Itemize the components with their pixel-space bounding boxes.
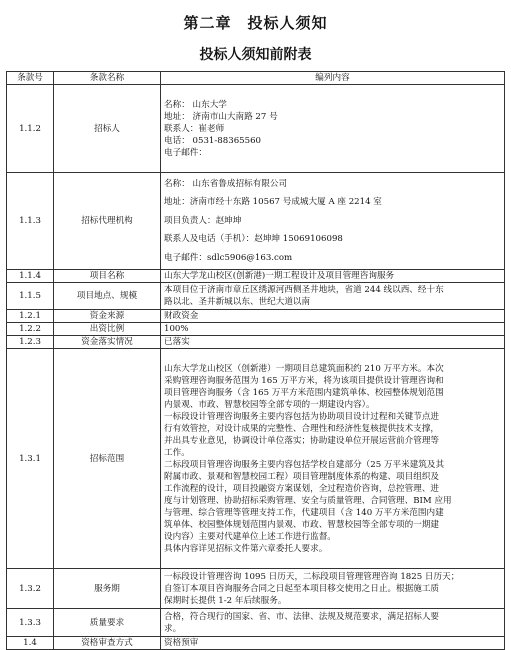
clause-content xyxy=(161,270,505,283)
content-line: 并出具专业意见，协调设计单位落实；协助建设单位开展运营前介管理等 xyxy=(164,435,440,446)
content-line: 行有效管控，对设计成果的完整性、合理性和经济性复核提供技术支撑， xyxy=(164,423,440,434)
content-line: 一标段设计管理咨询服务主要内容包括为协助项目设计过程和关键节点进 xyxy=(164,411,440,422)
content-line: 名称： 山东大学 xyxy=(164,99,227,110)
clause-name: 资金来源 xyxy=(54,310,161,323)
header-content: 编列内容 xyxy=(161,72,505,85)
header-clause-number: 条款号 xyxy=(7,72,54,85)
content-line: 电话： 0531-88365560 xyxy=(164,135,262,146)
content-line: 地址： 济南市山大南路 27 号 xyxy=(164,111,278,122)
table-row xyxy=(7,283,505,310)
content-line: 100% xyxy=(164,324,189,334)
table-row xyxy=(7,637,505,650)
content-line: 电子邮件：sdlc5906@163.com xyxy=(164,252,293,263)
clause-content xyxy=(161,637,505,650)
content-line: 工作流程的设计，项目投融资方案谋划，全过程造价咨询，总控管理、进 xyxy=(164,483,440,494)
table-row xyxy=(7,173,505,270)
content-line: 求。 xyxy=(164,623,182,634)
clause-number: 1.1.3 xyxy=(7,173,54,270)
clause-content xyxy=(161,609,505,637)
content-line: 电子邮件： xyxy=(164,147,207,158)
clause-number: 1.1.2 xyxy=(7,85,54,173)
table-row xyxy=(7,569,505,609)
content-line: 本项目位于济南市章丘区绣源河西侧圣井地块，省道 244 线以西、经十东 xyxy=(164,285,444,295)
table-row xyxy=(7,85,505,173)
content-line: 已落实 xyxy=(164,337,190,347)
bidder-notice-table xyxy=(6,71,505,650)
clause-name: 出资比例 xyxy=(54,323,161,336)
table-row xyxy=(7,310,505,323)
clause-content xyxy=(161,569,505,609)
content-line: 一标段设计管理咨询 1095 日历天，二标段项目管理管理咨询 1825 日历天； xyxy=(164,571,460,582)
table-row xyxy=(7,349,505,569)
clause-name: 资格审查方式 xyxy=(54,637,161,650)
content-line: 联系人及电话（手机）：赵坤坤 15069106098 xyxy=(164,234,343,245)
content-line: 自签订本项目咨询服务合同之日起至本项目移交使用之日止。根据施工质 xyxy=(164,583,440,594)
clause-content xyxy=(161,85,505,173)
content-line: 项目管理咨询服务（含 165 万平方米范围内建筑单体、校园整体规划范围 xyxy=(164,387,444,398)
content-line: 二标段项目管理咨询服务主要内容包括学校自建部分（25 万平米建筑及其 xyxy=(164,459,445,470)
content-line: 与管理、综合管理等管理支持工作，代建项目（含 140 万平方米范围内建 xyxy=(164,507,444,518)
content-line: 内景观、市政、智慧校园等全部专项的一期建设内容）。 xyxy=(164,399,375,410)
clause-content xyxy=(161,336,505,349)
clause-name: 服务期 xyxy=(54,569,161,609)
table-row xyxy=(7,336,505,349)
content-line: 具体内容详见招标文件第六章委托人要求。 xyxy=(164,543,328,554)
clause-content xyxy=(161,283,505,310)
content-line: 项目负责人：赵坤坤 xyxy=(164,215,242,226)
clause-name: 项目名称 xyxy=(54,270,161,283)
clause-name: 资金落实情况 xyxy=(54,336,161,349)
clause-number: 1.2.2 xyxy=(7,323,54,336)
clause-number: 1.2.1 xyxy=(7,310,54,323)
clause-name: 招标代理机构 xyxy=(54,173,161,270)
clause-number: 1.4 xyxy=(7,637,54,650)
content-line: 工作。 xyxy=(164,447,190,458)
content-line: 合格，符合现行的国家、省、市、法律、法规及规范要求，满足招标人要 xyxy=(164,611,440,622)
content-line: 筑单体、校园整体规划范围内景观、市政、智慧校园等全部专项的一期建 xyxy=(164,519,440,530)
clause-name: 招标范围 xyxy=(54,349,161,569)
content-line: 山东大学龙山校区(创新港)一期工程设计及项目管理咨询服务 xyxy=(164,271,395,281)
content-line: 附属市政、景观和智慧校园工程）项目管理制度体系的构建、项目组织及 xyxy=(164,471,440,482)
clause-number: 1.3.1 xyxy=(7,349,54,569)
table-row xyxy=(7,270,505,283)
header-clause-name: 条款名称 xyxy=(54,72,161,85)
content-line: 路以北、圣井新城以东、世纪大道以南 xyxy=(164,297,311,307)
clause-name: 项目地点、规模 xyxy=(54,283,161,310)
chapter-title: 第二章 投标人须知 xyxy=(183,14,328,32)
table-row xyxy=(7,323,505,336)
content-line: 财政资金 xyxy=(164,311,199,321)
table-header-row xyxy=(7,72,505,85)
content-line: 资格预审 xyxy=(164,638,199,648)
clause-number: 1.3.2 xyxy=(7,569,54,609)
content-line: 联系人：崔老师 xyxy=(164,123,225,134)
clause-content xyxy=(161,310,505,323)
content-line: 山东大学龙山校区（创新港）一期项目总建筑面积约 210 万平方米。本次 xyxy=(164,363,444,374)
content-line: 名称： 山东省鲁成招标有限公司 xyxy=(164,178,288,189)
clause-name: 招标人 xyxy=(54,85,161,173)
content-line: 设内容）主要对代建单位上述工作进行监督。 xyxy=(164,531,336,542)
content-line: 地址：济南市经十东路 10567 号成城大厦 A 座 2214 室 xyxy=(164,197,382,208)
clause-number: 1.3.3 xyxy=(7,609,54,637)
clause-number: 1.2.3 xyxy=(7,336,54,349)
clause-content xyxy=(161,173,505,270)
clause-content xyxy=(161,323,505,336)
content-line: 采购管理咨询服务范围为 165 万平方米，将为该项目提供设计管理咨询和 xyxy=(164,375,444,386)
content-line: 度与计划管理、协助招标采购管理、安全与质量管理、合同管理、BIM 应用 xyxy=(164,495,452,506)
table-title: 投标人须知前附表 xyxy=(199,47,312,63)
clause-content xyxy=(161,349,505,569)
content-line: 保期时长提供 1-2 年后续服务。 xyxy=(164,595,287,606)
clause-name: 质量要求 xyxy=(54,609,161,637)
table-row xyxy=(7,609,505,637)
clause-number: 1.1.5 xyxy=(7,283,54,310)
clause-number: 1.1.4 xyxy=(7,270,54,283)
